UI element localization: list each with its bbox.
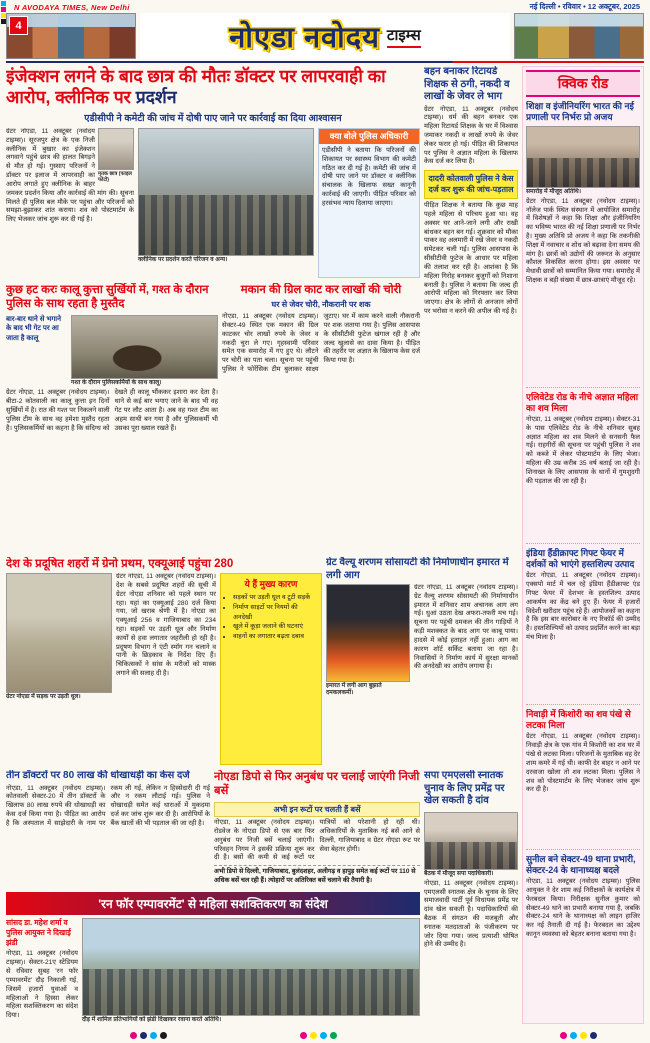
quick-read-sidebar [522,66,644,1024]
guests-photo-caption: समारोह में मौजूद अतिथि। [526,188,581,195]
sidebar-story-body-found [526,392,640,544]
pollution-headline: देश के प्रदूषित शहरों में ग्रेनो प्रथम, एक्यूआई पहुंचा 280 [6,558,234,570]
dog-story [6,283,218,552]
lead-headline-accent: प्रदर्शन [135,87,177,107]
masthead-right-collage [514,13,644,59]
sp-body: नोएडा, 11 अक्टूबर (नवोदय टाइम्स)। एमएलसी स्नातक क्षेत्र के चुनाव के लिए समाजवादी पार्टी पूर्व विधायक प्रमेंद्र पर दांव खेल सकती है। पदाधिकारियों की बैठक में संगठन की मजबूती और स्नातक मतदाताओं के पंजीकरण पर जोर दिया गया। जल्द प्रत्याशी घोषित होने की उम्मीद है। [424,879,518,949]
victim-photo [98,128,134,170]
fire-body: ग्रेटर नोएडा, 11 अक्टूबर (नवोदय टाइम्स)। ग्रेट वैल्यू शरणम सोसायटी की निर्माणाधीन इमारत में शनिवार शाम अचानक आग लग गई। धुआं उठता देख अफरा-तफरी मच गई। सूचना पर पहुंची दमकल की तीन गाड़ियों ने कड़ी मशक्कत के बाद आग पर काबू पाया। हादसे में कोई हताहत नहीं हुआ। आग का कारण शॉर्ट सर्किट बताया जा रहा है। निवासियों ने निर्माण कार्य में सुरक्षा मानकों की अनदेखी का आरोप लगाया है। [414,584,518,671]
top-info-line [0,0,650,12]
run-kicker: सांसद डा. महेश शर्मा व पुलिस आयुक्त ने दिखाई झंडी [6,918,71,948]
registration-marks-bottom-right [560,1032,597,1039]
sidebar-story-headline: इंडिया हैंडीक्राफ्ट गिफ्ट फेयर में दर्शकों को भाएंगे हस्तशिल्प उत्पाद [526,547,635,569]
dog-figure [71,315,218,387]
sidebar-story-headline: निवाड़ी में किशोरी का शव पंखे से लटका मिला [526,709,631,731]
dog-story-media-row [6,315,218,387]
reg-dot-yellow [580,1032,587,1039]
sp-headline: सपा एमएलसी स्नातक चुनाव के लिए प्रमेंद्र पर खेल सकती है दांव [424,770,505,806]
section-lead [6,66,518,552]
lead-text-column [6,128,134,278]
police-statement-box [318,128,420,278]
run-story [6,892,420,1024]
page-content [6,66,644,1024]
police-box-body: एडीसीपी ने बताया कि परिजनों की शिकायत पर स्वास्थ्य विभाग की कमेटी गठित कर दी गई है। कमेटी की जांच में दोषी पाए जाने पर डॉक्टर व क्लीनिक संचालक के खिलाफ सख्त कानूनी कार्रवाई की जाएगी। पीड़ित परिवार को हरसंभव न्याय दिलाया जाएगा। [322,147,416,207]
reg-dot-magenta [1,7,6,12]
sidebar-story-body: ग्रेटर नोएडा, 11 अक्टूबर (नवोदय टाइम्स)। एक्सपो मार्ट में चल रहे इंडिया हैंडीक्राफ्ट एंड गिफ्ट फेयर में देशभर के हस्तशिल्प उत्पाद आकर्षण का केंद्र बने हुए हैं। फेयर में हजारों विदेशी खरीदार पहुंच रहे हैं। आयोजकों का कहना है कि इस बार कारोबार के नए रिकॉर्ड की उम्मीद है। हस्तशिल्पियों को उत्पाद प्रदर्शित करने का बड़ा मंच मिला है। [526,572,640,642]
sp-meeting-photo [424,812,518,870]
cause-item: • सड़कों पर उड़ती धूल व टूटी सड़कें [233,593,318,603]
fraud-story-body-2: पीड़ित शिक्षक ने बताया कि कुछ माह पहले महिला से परिचय हुआ था। वह अक्सर घर आने-जाने लगी और राखी बांधकर बहन बन गई। शुक्रवार को मौका पाकर वह अलमारी में रखे जेवर व नकदी समेटकर चली गई। पुलिस आसपास के सीसीटीवी फुटेज के आधार पर महिला की तलाश कर रही है। आशंका है कि महिला गिरोह बनाकर बुजुर्गों को निशाना बनाती है। पुलिस ने बताया कि जल्द ही आरोपी महिला को गिरफ्तार कर लिया जाएगा। क्षेत्र के लोगों से अनजान लोगों पर भरोसा न करने की अपील की गई है। [424,202,518,316]
sidebar-story-girl-found [526,709,640,849]
bus-routes-note: अभी डिपो से दिल्ली, गाजियाबाद, बुलंदशहर, अलीगढ़ व हापुड़ समेत कई रूटों पर 110 से अधिक बसें चल रही हैं। त्योहारों पर अतिरिक्त बसें चलाने की तैयारी है। [214,865,420,885]
run-photo [82,918,420,1016]
reg-dot-cyan [570,1032,577,1039]
masthead-divider [6,61,644,63]
sidebar-story-body: ग्रेटर नोएडा, 11 अक्टूबर (नवोदय टाइम्स)। निवाड़ी क्षेत्र के एक गांव में किशोरी का शव घर में पंखे से लटका मिला। परिजनों के मुताबिक वह देर शाम कमरे में गई थी। काफी देर बाहर न आने पर दरवाजा खोला तो शव लटका मिला। पुलिस ने शव को पोस्टमार्टम के लिए भेजकर जांच शुरू कर दी है। [526,733,640,794]
masthead-suffix: टाइम्स [387,25,421,48]
run-body: नोएडा, 11 अक्टूबर (नवोदय टाइम्स)। सेक्टर-21ए स्टेडियम से रविवार सुबह 'रन फॉर एम्पावरमेंट' दौड़ निकाली गई, जिसमें हजारों युवाओं व महिलाओं ने हिस्सा लेकर महिला सशक्तिकरण का संदेश दिया। [6,950,78,1020]
reg-dot-cyan [320,1032,327,1039]
dog-story-headline: कुछ हट करः कालू कुत्ता सुर्खियों में, गश्त के दौरान पुलिस के साथ रहता है मुस्तैद [6,284,209,311]
bus-body: नोएडा, 11 अक्टूबर (नवोदय टाइम्स)। रोडवेज के नोएडा डिपो से एक बार फिर अनुबंध पर निजी बसें चलाई जाएंगी। परिवहन निगम ने इसकी प्रक्रिया शुरू कर दी है। बसों की कमी से कई रूटों पर यात्रियों को परेशानी हो रही थी। अधिकारियों के मुताबिक नई बसें आने से दिल्ली, गाजियाबाद व ग्रेटर नोएडा रूट पर सेवा बेहतर होगी। [214,819,420,862]
theft-story-subhead: घर से जेवर चोरी, नौकरानी पर शक [271,300,371,310]
fire-photo [326,584,410,682]
sidebar-story-education [526,101,640,388]
sp-mlc-story [424,770,518,1024]
dust-figure [6,573,112,765]
sidebar-story-police-transfer [526,854,640,1020]
run-photo-caption: दौड़ में शामिल प्रतिभागियों को झंडी दिखाकर रवाना करते अतिथि। [82,1016,222,1023]
bottom-stories-row [6,770,420,888]
brand-line: N AVODAYA TIMES, New Delhi [14,2,130,12]
run-figure [82,918,420,1024]
lead-body: ग्रेटर नोएडा, 11 अक्टूबर (नवोदय टाइम्स)। सूरजपुर क्षेत्र के एक निजी क्लीनिक में बुखार का इंजेक्शन लगवाने पहुंचे छात्र की हालत बिगड़ने से मौत हो गई। गुस्साए परिजनों ने डॉक्टर पर इलाज में लापरवाही का आरोप लगाते हुए क्लीनिक के बाहर जमकर प्रदर्शन किया और कार्रवाई की मांग की। सूचना मिलते ही पुलिस बल मौके पर पहुंचा और परिजनों को समझा-बुझाकर शांत कराया। शव को पोस्टमार्टम के लिए भेजकर जांच शुरू कर दी गई है। [6,128,134,224]
reg-dot-blue [140,1032,147,1039]
reg-dot-black [160,1032,167,1039]
lead-story [6,66,420,552]
fraud-story-headline: बहन बनाकर रिटायर्ड शिक्षक से ठगी, नकदी व लाखों के जेवर ले भाग [424,66,510,102]
lead-headline [6,66,420,108]
guests-figure [526,126,640,196]
section-pollution-fire [6,557,518,765]
dog-photo [71,315,218,379]
protest-photo [138,128,314,256]
pollution-row [6,573,322,765]
sidebar-story-headline: एलिवेटेड रोड के नीचे अज्ञात महिला का शव मिला [526,391,639,413]
bottom-left-stack [6,770,420,1024]
theft-story [222,283,420,552]
sidebar-story-headline: सुनील बने सेक्टर-49 थाना प्रभारी, सेक्टर-24 के थानाध्यक्ष बदले [526,853,636,875]
sp-figure [424,812,518,878]
bus-headline: नोएडा डिपो से फिर अनुबंध पर चलाई जाएंगी निजी बसें [214,771,420,798]
pollution-body: ग्रेटर नोएडा, 11 अक्टूबर (नवोदय टाइम्स)। देश के सबसे प्रदूषित शहरों की सूची में ग्रेटर नोएडा शनिवार को पहले स्थान पर रहा। यहां का एक्यूआई 280 दर्ज किया गया, जो खराब श्रेणी में है। नोएडा का एक्यूआई 256 व गाजियाबाद का 234 रहा। सड़कों पर उड़ती धूल और निर्माण कार्यों से हवा लगातार जहरीली हो रही है। प्रदूषण विभाग ने एंटी स्मॉग गन चलाने व पानी के छिड़काव के निर्देश दिए हैं। चिकित्सकों ने सांस के मरीजों को मास्क लगाने की सलाह दी है। [116,573,216,678]
fire-figure [326,584,410,765]
sidebar-story-headline: शिक्षा व इंजीनियरिंग भारत की नई प्रणाली पर निर्भरः प्रो अजय [526,101,634,123]
police-box-title: क्या बोले पुलिस अधिकारी [319,129,419,144]
dust-photo [6,573,112,693]
run-banner: 'रन फॉर एम्पावरमेंट' से महिला सशक्तिकरण का संदेश [6,892,420,915]
quick-read-title: क्विक रीड [526,70,640,97]
theft-story-headline: मकान की ग्रिल काट कर लाखों की चोरी [240,284,402,296]
fire-story [326,557,518,765]
causes-box-title: ये हैं मुख्य कारण [244,579,298,590]
fraud-story-highlight: दादरी कोतवाली पुलिस ने केस दर्ज कर शुरू की जांच-पड़ताल [424,170,518,199]
sp-photo-caption: बैठक में मौजूद सपा पदाधिकारी। [424,870,494,877]
reg-dot-cyan [1,1,6,6]
section-bottom [6,770,518,1024]
reg-dot-yellow [1,13,6,18]
cause-item: • खुले में कूड़ा जलाने की घटनाएं [233,622,318,632]
lead-subhead: एडीसीपी ने कमेटी की जांच में दोषी पाए जाने पर कार्रवाई का दिया आश्वासन [84,113,342,124]
reg-dot-blue [590,1032,597,1039]
causes-list [224,593,318,642]
bus-story [214,770,420,888]
fire-photo-caption: इमारत में लगी आग बुझाते दमकलकर्मी। [326,683,382,697]
run-kicker-column [6,918,78,1024]
theft-story-body: नोएडा, 11 अक्टूबर (नवोदय टाइम्स)। सेक्टर-49 स्थित एक मकान की ग्रिल काटकर चोर लाखों रुपये के जेवर व नकदी चुरा ले गए। गृहस्वामी परिवार समेत एक समारोह में गए हुए थे। लौटने पर चोरी का पता चला। सूचना पर पहुंची पुलिस ने फोरेंसिक टीम बुलाकर साक्ष्य जुटाए। घर में काम करने वाली नौकरानी पर शक जताया गया है। पुलिस आसपास के सीसीटीवी फुटेज खंगाल रही है और जल्द खुलासे का दावा किया है। पीड़ित की तहरीर पर अज्ञात के खिलाफ केस दर्ज किया गया है। [222,313,420,373]
main-news-area [6,66,518,1024]
bus-subhead: अभी इन रूटों पर चलती हैं बसें [214,802,420,817]
lead-story-row [6,128,420,278]
lead-headline-main: इंजेक्शन लगने के बाद छात्र की मौतः डॉक्टर पर लापरवाही का आरोप, क्लीनिक पर [6,66,386,107]
doctors-fraud-story [6,770,210,888]
fraud-story [424,66,518,552]
dust-photo-caption: ग्रेटर नोएडा में सड़क पर उड़ती धूल। [6,694,81,701]
page-number: 4 [9,16,28,35]
victim-photo-caption: मृतक छात्र (फाइल फोटो) [98,171,132,184]
cause-item: • वाहनों का लगातार बढ़ता दबाव [233,632,318,642]
fraud-story-body-1: ग्रेटर नोएडा, 11 अक्टूबर (नवोदय टाइम्स)। धर्म की बहन बनकर एक महिला रिटायर्ड शिक्षक के घर में विश्वास जमाकर नकदी व लाखों रुपये के जेवर लेकर फरार हो गई। पीड़ित की शिकायत पर पुलिस ने अज्ञात महिला के खिलाफ केस दर्ज कर लिया है। [424,105,518,166]
sidebar-story-body: ग्रेटर नोएडा, 11 अक्टूबर (नवोदय टाइम्स)। नॉलेज पार्क स्थित संस्थान में आयोजित समारोह में विशेषज्ञों ने कहा कि शिक्षा और इंजीनियरिंग का भविष्य भारत की नई शिक्षा प्रणाली पर निर्भर है। मुख्य अतिथि प्रो अजय ने कहा कि तकनीकी शिक्षा में नवाचार व शोध को बढ़ावा देना समय की मांग है। छात्रों को उद्योगों की जरूरत के अनुसार कौशल विकसित करना होगा। इस अवसर पर मेधावी छात्रों को सम्मानित किया गया। समारोह में शिक्षक व बड़ी संख्या में छात्र-छात्राएं मौजूद रहे। [526,197,640,285]
registration-marks-bottom-left [130,1032,167,1039]
date-line: नई दिल्ली • रविवार • 12 अक्टूबर, 2025 [529,2,640,11]
reg-dot-black [1,19,6,24]
guests-photo [526,126,640,188]
victim-inset-figure [98,128,134,183]
reg-dot-magenta [130,1032,137,1039]
protest-figure [138,128,314,278]
dog-story-body: ग्रेटर नोएडा, 11 अक्टूबर (नवोदय टाइम्स)। बीटा-2 कोतवाली का कालू कुत्ता इन दिनों सुर्खियों में है। रात की गश्त पर निकलने वाली पुलिस टीम के साथ वह हमेशा मुस्तैद रहता है। पुलिसकर्मियों का कहना है कि संदिग्ध को देखते ही कालू भौंककर इशारा कर देता है। थाने से कई बार भगाए जाने के बाद भी वह गेट पर लौट आता है। अब वह गश्त टीम का अहम साथी बन गया है और पुलिसकर्मी भी उसका पूरा ख्याल रखते हैं। [6,389,218,432]
cause-item: • निर्माण साइटों पर नियमों की अनदेखी [233,603,318,623]
row-secondary-stories [6,283,420,552]
masthead-logo [140,13,510,59]
run-row [6,918,420,1024]
registration-marks-top [1,1,6,24]
masthead-left-collage [6,13,136,59]
protest-photo-caption: क्लीनिक पर प्रदर्शन करते परिजन व अन्य। [138,257,228,263]
fire-headline: ग्रेट वैल्यू शरणम सोसायटी की निर्माणाधीन इमारत में लगी आग [326,557,509,581]
dog-photo-caption: गश्त के दौरान पुलिसकर्मियों के साथ कालू। [71,380,162,387]
dog-story-kicker: बार-बार थाने से भगाने के बाद भी गेट पर आ जाता है कालू [6,316,61,342]
reg-dot-magenta [300,1032,307,1039]
registration-marks-bottom-center [300,1032,337,1039]
reg-dot-cyan [150,1032,157,1039]
sidebar-story-handicraft-fair [526,548,640,706]
fire-row [326,584,518,765]
pollution-story [6,557,322,765]
reg-dot-green [330,1032,337,1039]
doctors-headline: तीन डॉक्टरों पर 80 लाख की धोखाधड़ी का केस दर्ज [6,770,190,781]
reg-dot-magenta [560,1032,567,1039]
sidebar-story-body: नोएडा, 11 अक्टूबर (नवोदय टाइम्स)। सेक्टर-31 के पास एलिवेटेड रोड के नीचे शनिवार सुबह अज्ञात महिला का शव मिलने से सनसनी फैल गई। राहगीरों की सूचना पर पहुंची पुलिस ने शव को कब्जे में लेकर पोस्टमार्टम के लिए भेजा। महिला की उम्र करीब 35 वर्ष बताई जा रही है। शिनाख्त के लिए आसपास के थानों में गुमशुदगी की पड़ताल की जा रही है। [526,415,640,485]
masthead [6,13,644,59]
sidebar-story-body: नोएडा, 11 अक्टूबर (नवोदय टाइम्स)। पुलिस आयुक्त ने देर शाम कई निरीक्षकों के कार्यक्षेत्र में फेरबदल किया। निरीक्षक सुनील कुमार को सेक्टर-49 थाने का प्रभारी बनाया गया है, जबकि सेक्टर-24 थाने के थानाध्यक्ष को लाइन हाजिर कर नई तैनाती दी गई है। फेरबदल का उद्देश्य कानून व्यवस्था को बेहतर बनाना बताया गया है। [526,878,640,938]
masthead-title: नोएडा नवोदय [229,21,380,54]
reg-dot-yellow [310,1032,317,1039]
causes-box [220,573,322,765]
doctors-body: नोएडा, 11 अक्टूबर (नवोदय टाइम्स)। कोतवाली सेक्टर-20 में तीन डॉक्टरों के खिलाफ 80 लाख रुपये की धोखाधड़ी का केस दर्ज किया गया है। पीड़ित का आरोप है कि अस्पताल में साझेदारी के नाम पर रकम ली गई, लेकिन न हिस्सेदारी दी गई और न रकम लौटाई गई। पुलिस ने धोखाधड़ी समेत कई धाराओं में मुकदमा दर्ज कर जांच शुरू कर दी है। आरोपियों के बैंक खातों की भी पड़ताल की जा रही है। [6,784,210,827]
